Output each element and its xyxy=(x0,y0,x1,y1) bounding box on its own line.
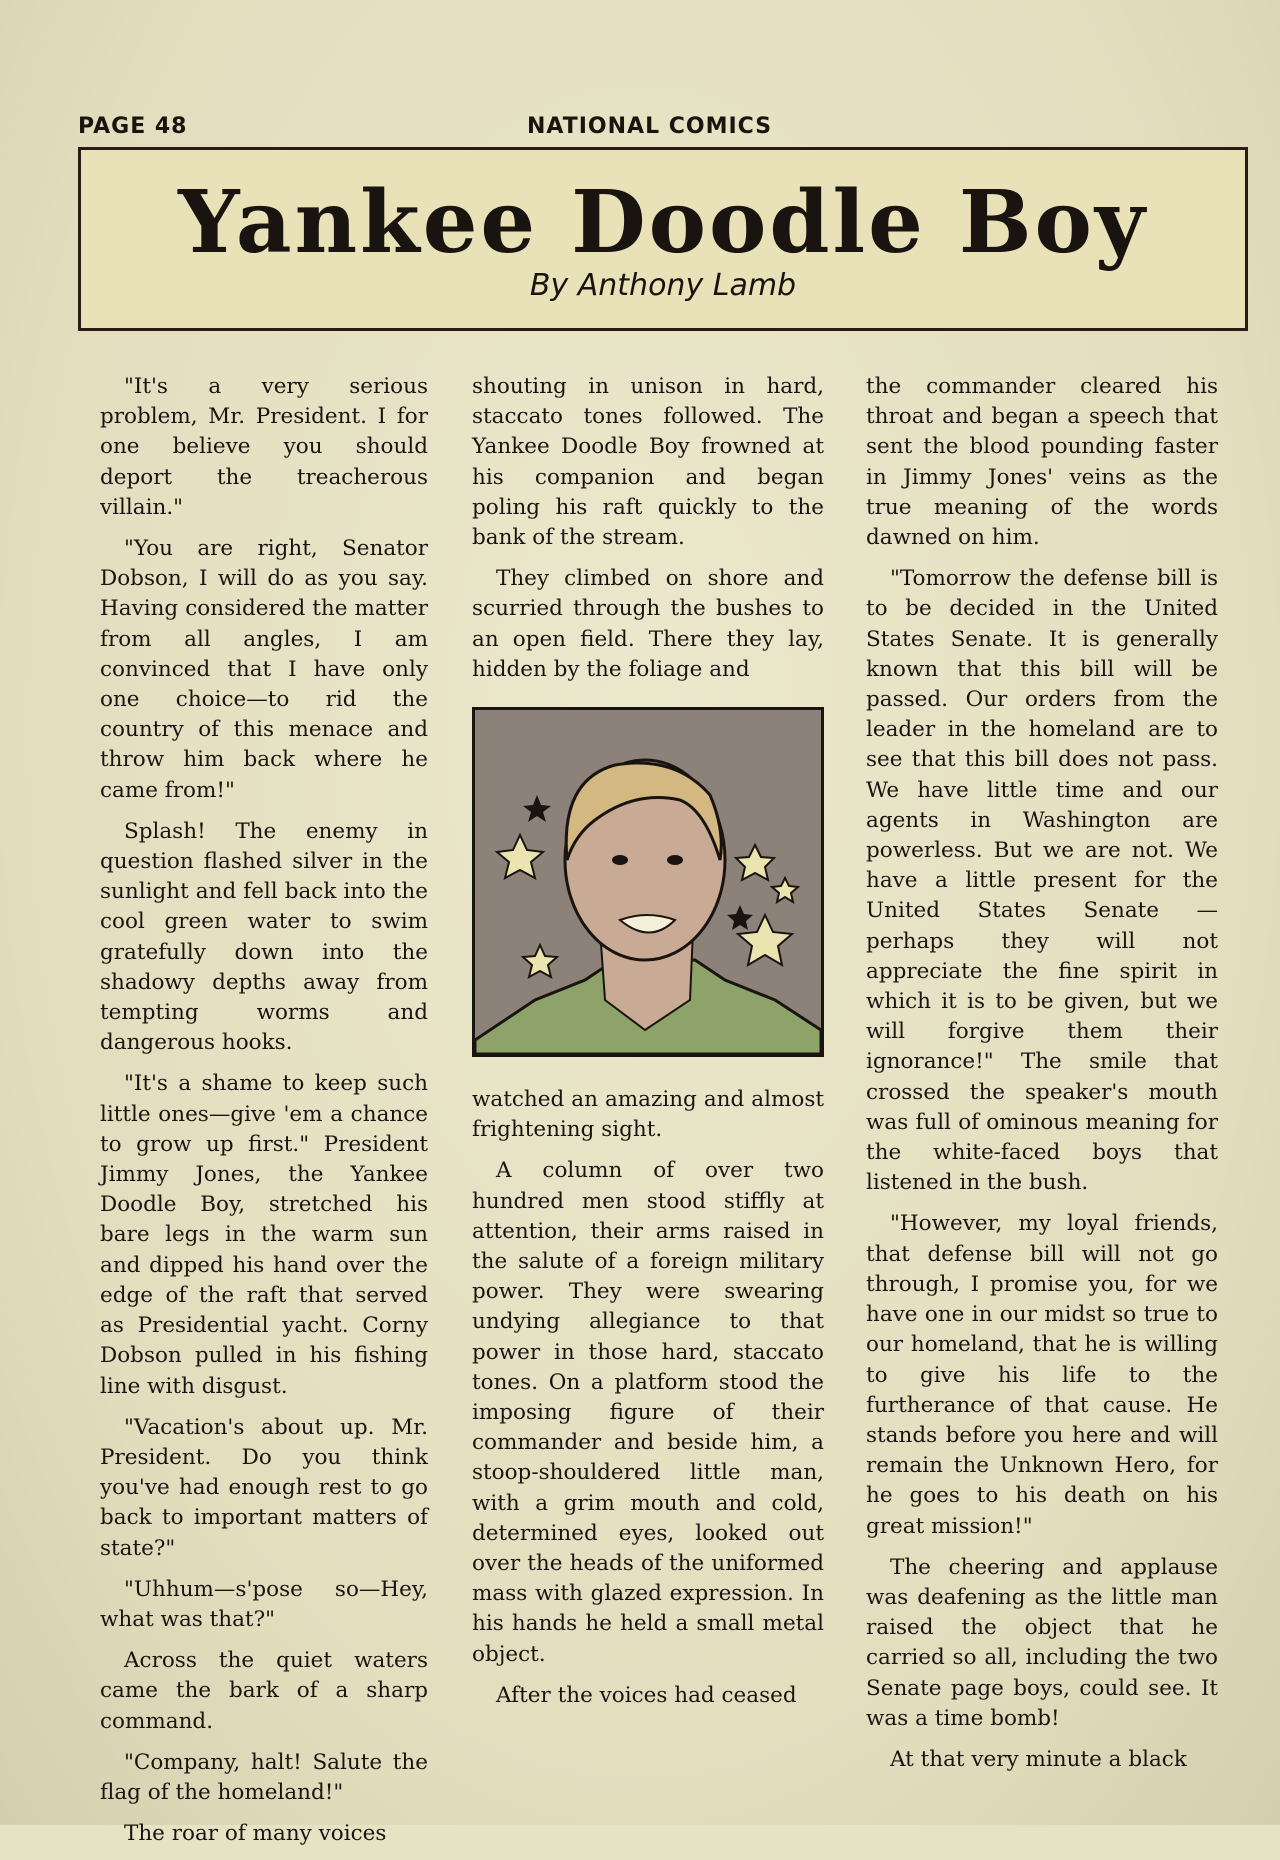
paragraph: "Vacation's about up. Mr. President. Do you think you've had enough rest to go back to important matters of state?" xyxy=(100,1414,428,1561)
paragraph: A column of over two hundred men stood stiffly at attention, their arms raised in the salute of a foreign military power. They were swearing undying allegiance to that power in those hard, staccato tones. On a platform stood the imposing figure of their commander and beside him, a stoop-shouldered little man, with a grim mouth and cold, determined eyes, looked out over the heads of the uniformed mass with glazed expression. In his hands he held a small metal object. xyxy=(472,1158,824,1667)
paragraph: watched an amazing and almost frightening sight. xyxy=(472,1087,824,1143)
paragraph: "Uhhum—s'pose so—Hey, what was that?" xyxy=(100,1576,428,1632)
text-column-2 xyxy=(472,372,824,1722)
paragraph: After the voices had ceased xyxy=(496,1682,797,1708)
magazine-title: NATIONAL COMICS xyxy=(527,114,773,139)
paragraph: "However, my loyal friends, that defense bill will not go through, I promise you, for we have one in our midst so true to our homeland, that he is willing to give his life to the furtherance of that cause. He stands before you here and will remain the Unknown Hero, for he goes to his death on his great mission!" xyxy=(866,1211,1218,1539)
paragraph: Splash! The enemy in question flashed silver in the sunlight and fell back into the cool green water to swim gratefully down into the shadowy depths away from tempting worms and dangerous hooks. xyxy=(100,818,428,1056)
paragraph: "It's a very serious problem, Mr. President. I for one believe you should deport the treacherous villain." xyxy=(100,374,428,520)
paragraph: "It's a shame to keep such little ones—give 'em a chance to grow up first." President Jimmy Jones, the Yankee Doodle Boy, stretched his bare legs in the warm sun and dipped his hand over the edge of the raft that served as Presidential yacht. Corny Dobson pulled in his fishing line with disgust. xyxy=(100,1071,428,1399)
page-number: PAGE 48 xyxy=(78,114,188,139)
text-column-1 xyxy=(100,372,428,1860)
paragraph: "Company, halt! Salute the flag of the homeland!" xyxy=(100,1749,428,1805)
paragraph: the commander cleared his throat and began a speech that sent the blood pounding faster in Jimmy Jones' veins as the true meaning of the words dawned on him. xyxy=(866,374,1218,551)
byline: By Anthony Lamb xyxy=(529,268,797,303)
paragraph: At that very minute a black xyxy=(890,1746,1187,1772)
yankee-doodle-boy-illustration xyxy=(475,710,821,1054)
story-title: Yankee Doodle Boy xyxy=(178,172,1148,273)
paragraph: shouting in unison in hard, staccato tones followed. The Yankee Doodle Boy frowned at his companion and began poling his raft quickly to the bank of the stream. xyxy=(472,374,824,551)
paragraph: "You are right, Senator Dobson, I will do as you say. Having considered the matter from all angles, I am convinced that I have only one choice—to rid the country of this menace and throw him back where he came from!" xyxy=(100,536,428,803)
text-column-3 xyxy=(866,372,1218,1786)
illustration-panel xyxy=(472,707,824,1057)
paragraph: They climbed on shore and scurried through the bushes to an open field. There they lay, hidden by the foliage and xyxy=(472,566,824,682)
paragraph: Across the quiet waters came the bark of a sharp command. xyxy=(100,1648,428,1734)
paragraph: The roar of many voices xyxy=(124,1821,387,1847)
paragraph: "Tomorrow the defense bill is to be decided in the United States Senate. It is generally known that this bill will be passed. Our orders from the leader in the homeland are to see that this bill does not pass. We have little time and our agents in Washington are powerless. But we are not. We have a little present for the United States Senate — perhaps they will not appreciate the fine spirit in which it is to be given, but we will forgive them their ignorance!" The smile that crossed the speaker's mouth was full of ominous meaning for the white-faced boys that listened in the bush. xyxy=(866,566,1218,1196)
paragraph: The cheering and applause was deafening as the little man raised the object that he carried so all, including the two Senate page boys, could see. It was a time bomb! xyxy=(866,1554,1218,1731)
title-box xyxy=(78,147,1248,331)
